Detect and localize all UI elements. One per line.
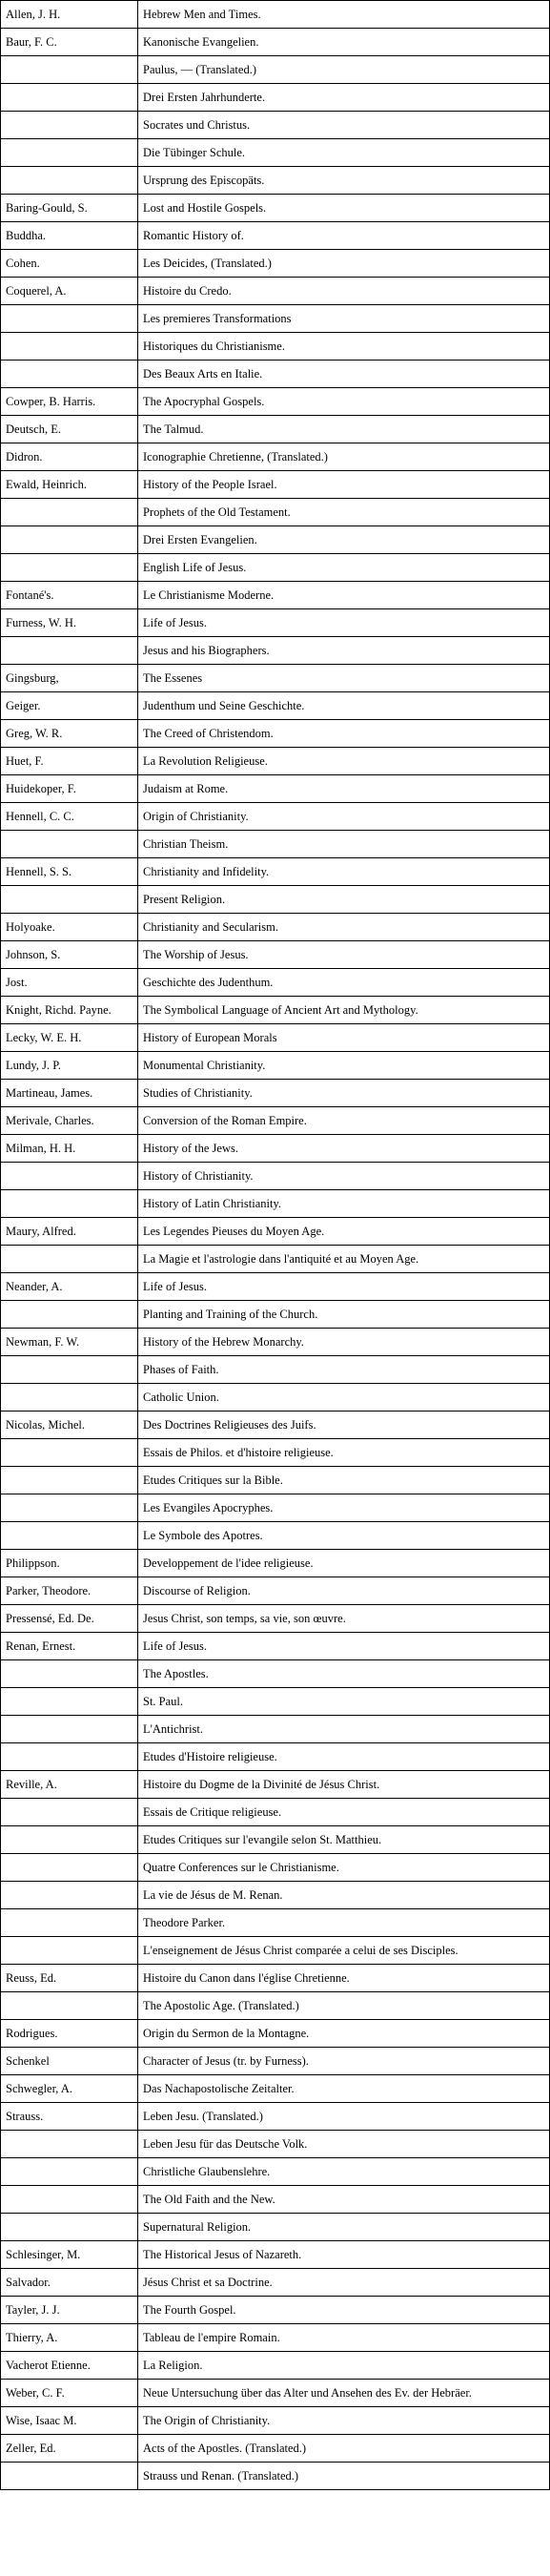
table-row [1,2131,550,2158]
author-cell [1,167,138,195]
table-row [1,2269,550,2297]
author-cell [1,526,138,554]
title-cell: Historiques du Christianisme. [138,333,550,361]
table-row [1,1688,550,1716]
title-cell: Essais de Critique religieuse. [138,1799,550,1826]
author-cell [1,1494,138,1522]
author-cell: Johnson, S. [1,941,138,969]
author-cell [1,886,138,914]
table-row [1,1052,550,1080]
title-cell: Jesus Christ, son temps, sa vie, son œuvre. [138,1605,550,1633]
table-row [1,2463,550,2490]
table-row [1,1301,550,1329]
table-row [1,1412,550,1439]
author-cell [1,1716,138,1743]
author-cell: Buddha. [1,222,138,250]
title-cell: Geschichte des Judenthum. [138,969,550,997]
table-row [1,112,550,139]
table-row [1,1992,550,2020]
title-cell: Histoire du Canon dans l'église Chretienne. [138,1965,550,1992]
title-cell: The Creed of Christendom. [138,720,550,748]
title-cell: Jésus Christ et sa Doctrine. [138,2269,550,2297]
author-cell [1,1467,138,1494]
title-cell: La Religion. [138,2352,550,2380]
author-cell: Hennell, S. S. [1,858,138,886]
title-cell: Quatre Conferences sur le Christianisme. [138,1854,550,1882]
table-row [1,1522,550,1550]
table-row [1,29,550,56]
title-cell: Discourse of Religion. [138,1577,550,1605]
title-cell: The Apocryphal Gospels. [138,388,550,416]
title-cell: Das Nachapostolische Zeitalter. [138,2075,550,2103]
author-cell: Gingsburg, [1,665,138,692]
author-cell [1,1882,138,1909]
title-cell: Histoire du Dogme de la Divinité de Jésus Christ. [138,1771,550,1799]
title-cell: Studies of Christianity. [138,1080,550,1107]
author-cell: Knight, Richd. Payne. [1,997,138,1024]
table-row [1,692,550,720]
author-cell: Weber, C. F. [1,2380,138,2407]
table-row [1,2048,550,2075]
title-cell: Character of Jesus (tr. by Furness). [138,2048,550,2075]
table-row [1,526,550,554]
author-cell: Lundy, J. P. [1,1052,138,1080]
author-cell: Thierry, A. [1,2324,138,2352]
title-cell: The Symbolical Language of Ancient Art and Mythology. [138,997,550,1024]
table-row [1,803,550,831]
table-row [1,1329,550,1356]
author-cell: Baur, F. C. [1,29,138,56]
title-cell: Christianity and Infidelity. [138,858,550,886]
title-cell: Present Religion. [138,886,550,914]
title-cell: The Old Faith and the New. [138,2186,550,2214]
author-cell [1,1660,138,1688]
author-cell: Geiger. [1,692,138,720]
table-row [1,195,550,222]
author-cell [1,1301,138,1329]
title-cell: Etudes Critiques sur l'evangile selon St. Matthieu. [138,1826,550,1854]
author-cell [1,112,138,139]
table-row [1,1743,550,1771]
table-row [1,1467,550,1494]
table-row [1,1716,550,1743]
table-row [1,250,550,278]
title-cell: Les Legendes Pieuses du Moyen Age. [138,1218,550,1246]
title-cell: History of the Jews. [138,1135,550,1163]
table-row [1,2435,550,2463]
author-cell [1,305,138,333]
table-row [1,1771,550,1799]
table-row [1,831,550,858]
title-cell: History of Latin Christianity. [138,1190,550,1218]
table-row [1,305,550,333]
table-row [1,1909,550,1937]
table-row [1,1273,550,1301]
title-cell: Developpement de l'idee religieuse. [138,1550,550,1577]
table-row [1,969,550,997]
table-row [1,333,550,361]
table-row [1,1660,550,1688]
table-row [1,665,550,692]
author-cell [1,1909,138,1937]
title-cell: Life of Jesus. [138,1273,550,1301]
title-cell: Drei Ersten Evangelien. [138,526,550,554]
table-row [1,2324,550,2352]
title-cell: Leben Jesu für das Deutsche Volk. [138,2131,550,2158]
table-row [1,499,550,526]
author-cell: Schlesinger, M. [1,2241,138,2269]
table-row [1,720,550,748]
title-cell: Des Beaux Arts en Italie. [138,361,550,388]
table-row [1,2297,550,2324]
table-row [1,2020,550,2048]
author-cell: Didron. [1,443,138,471]
table-row [1,1965,550,1992]
author-cell [1,1522,138,1550]
title-cell: Monumental Christianity. [138,1052,550,1080]
author-cell [1,84,138,112]
title-cell: Les premieres Transformations [138,305,550,333]
table-row [1,361,550,388]
author-cell [1,2186,138,2214]
author-cell [1,333,138,361]
title-cell: History of European Morals [138,1024,550,1052]
table-row [1,1190,550,1218]
table-row [1,914,550,941]
author-cell: Tayler, J. J. [1,2297,138,2324]
table-row [1,1024,550,1052]
author-cell [1,1799,138,1826]
table-row [1,1356,550,1384]
table-row [1,1163,550,1190]
author-cell: Philippson. [1,1550,138,1577]
author-cell: Fontané's. [1,582,138,609]
author-cell [1,1163,138,1190]
title-cell: Life of Jesus. [138,1633,550,1660]
author-cell [1,1743,138,1771]
author-cell: Reville, A. [1,1771,138,1799]
author-cell: Baring-Gould, S. [1,195,138,222]
table-row [1,2380,550,2407]
title-cell: Origin du Sermon de la Montagne. [138,2020,550,2048]
title-cell: Planting and Training of the Church. [138,1301,550,1329]
author-cell: Schenkel [1,2048,138,2075]
title-cell: La vie de Jésus de M. Renan. [138,1882,550,1909]
table-row [1,1633,550,1660]
title-cell: Tableau de l'empire Romain. [138,2324,550,2352]
author-cell: Zeller, Ed. [1,2435,138,2463]
title-cell: Supernatural Religion. [138,2214,550,2241]
author-cell: Furness, W. H. [1,609,138,637]
title-cell: Conversion of the Roman Empire. [138,1107,550,1135]
title-cell: The Apostolic Age. (Translated.) [138,1992,550,2020]
author-cell: Wise, Isaac M. [1,2407,138,2435]
author-cell: Newman, F. W. [1,1329,138,1356]
author-cell: Reuss, Ed. [1,1965,138,1992]
table-row [1,2214,550,2241]
author-cell [1,2214,138,2241]
author-cell: Cohen. [1,250,138,278]
table-row [1,1882,550,1909]
author-cell: Salvador. [1,2269,138,2297]
author-cell: Cowper, B. Harris. [1,388,138,416]
author-cell [1,1356,138,1384]
table-row [1,1246,550,1273]
table-row [1,1,550,29]
table-row [1,167,550,195]
title-cell: La Magie et l'astrologie dans l'antiquité et au Moyen Age. [138,1246,550,1273]
table-row [1,1107,550,1135]
table-row [1,2186,550,2214]
table-row [1,416,550,443]
table-row [1,443,550,471]
table-row [1,941,550,969]
author-cell [1,637,138,665]
table-row [1,997,550,1024]
table-row [1,56,550,84]
author-cell [1,1688,138,1716]
title-cell: Drei Ersten Jahrhunderte. [138,84,550,112]
table-row [1,1494,550,1522]
author-cell: Nicolas, Michel. [1,1412,138,1439]
title-cell: The Talmud. [138,416,550,443]
author-cell [1,831,138,858]
author-cell [1,1937,138,1965]
title-cell: Le Christianisme Moderne. [138,582,550,609]
title-cell: History of the People Israel. [138,471,550,499]
table-row [1,222,550,250]
author-cell: Huet, F. [1,748,138,775]
author-cell [1,1190,138,1218]
title-cell: Lost and Hostile Gospels. [138,195,550,222]
author-cell [1,554,138,582]
author-cell [1,1384,138,1412]
title-cell: Life of Jesus. [138,609,550,637]
title-cell: Phases of Faith. [138,1356,550,1384]
table-row [1,2352,550,2380]
author-cell: Allen, J. H. [1,1,138,29]
table-row [1,1135,550,1163]
author-cell: Holyoake. [1,914,138,941]
table-row [1,1384,550,1412]
title-cell: Socrates und Christus. [138,112,550,139]
title-cell: Neue Untersuchung über das Alter und Ansehen des Ev. der Hebräer. [138,2380,550,2407]
author-cell [1,1439,138,1467]
table-row [1,637,550,665]
author-cell: Neander, A. [1,1273,138,1301]
title-cell: Strauss und Renan. (Translated.) [138,2463,550,2490]
table-row [1,1854,550,1882]
title-cell: Etudes Critiques sur la Bible. [138,1467,550,1494]
title-cell: Essais de Philos. et d'histoire religieuse. [138,1439,550,1467]
title-cell: Die Tübinger Schule. [138,139,550,167]
title-cell: Prophets of the Old Testament. [138,499,550,526]
title-cell: St. Paul. [138,1688,550,1716]
title-cell: History of the Hebrew Monarchy. [138,1329,550,1356]
title-cell: La Revolution Religieuse. [138,748,550,775]
author-cell [1,361,138,388]
author-cell: Merivale, Charles. [1,1107,138,1135]
author-cell: Pressensé, Ed. De. [1,1605,138,1633]
table-row [1,609,550,637]
author-cell [1,1246,138,1273]
title-cell: The Origin of Christianity. [138,2407,550,2435]
author-cell: Lecky, W. E. H. [1,1024,138,1052]
title-cell: Kanonische Evangelien. [138,29,550,56]
title-cell: Romantic History of. [138,222,550,250]
author-cell [1,2463,138,2490]
author-cell [1,1854,138,1882]
table-row [1,1218,550,1246]
title-cell: Theodore Parker. [138,1909,550,1937]
author-cell: Parker, Theodore. [1,1577,138,1605]
author-cell [1,56,138,84]
author-cell: Coquerel, A. [1,278,138,305]
author-cell [1,1826,138,1854]
author-cell [1,1992,138,2020]
title-cell: Catholic Union. [138,1384,550,1412]
title-cell: Des Doctrines Religieuses des Juifs. [138,1412,550,1439]
author-cell: Deutsch, E. [1,416,138,443]
title-cell: Origin of Christianity. [138,803,550,831]
table-row [1,775,550,803]
table-row [1,1937,550,1965]
title-cell: Paulus, — (Translated.) [138,56,550,84]
table-row [1,886,550,914]
table-row [1,139,550,167]
title-cell: Les Deicides, (Translated.) [138,250,550,278]
author-cell: Huidekoper, F. [1,775,138,803]
author-cell: Martineau, James. [1,1080,138,1107]
author-cell: Renan, Ernest. [1,1633,138,1660]
title-cell: Les Evangiles Apocryphes. [138,1494,550,1522]
title-cell: Ursprung des Episcopäts. [138,167,550,195]
table-row [1,1439,550,1467]
title-cell: The Worship of Jesus. [138,941,550,969]
author-cell [1,139,138,167]
table-row [1,748,550,775]
title-cell: Histoire du Credo. [138,278,550,305]
table-row [1,1799,550,1826]
title-cell: L'enseignement de Jésus Christ comparée a celui de ses Disciples. [138,1937,550,1965]
table-row [1,1550,550,1577]
author-cell [1,2158,138,2186]
title-cell: Judaism at Rome. [138,775,550,803]
table-row [1,2075,550,2103]
title-cell: Le Symbole des Apotres. [138,1522,550,1550]
table-row [1,1605,550,1633]
table-row [1,2407,550,2435]
author-cell: Hennell, C. C. [1,803,138,831]
author-cell [1,2131,138,2158]
title-cell: Christliche Glaubenslehre. [138,2158,550,2186]
title-cell: Hebrew Men and Times. [138,1,550,29]
table-row [1,2241,550,2269]
author-cell: Vacherot Etienne. [1,2352,138,2380]
table-row [1,2158,550,2186]
title-cell: Jesus and his Biographers. [138,637,550,665]
table-row [1,1826,550,1854]
title-cell: The Fourth Gospel. [138,2297,550,2324]
table-row [1,554,550,582]
table-row [1,278,550,305]
author-cell: Greg, W. R. [1,720,138,748]
title-cell: Acts of the Apostles. (Translated.) [138,2435,550,2463]
title-cell: Christian Theism. [138,831,550,858]
title-cell: Leben Jesu. (Translated.) [138,2103,550,2131]
author-cell [1,499,138,526]
title-cell: The Essenes [138,665,550,692]
table-row [1,84,550,112]
title-cell: History of Christianity. [138,1163,550,1190]
table-row [1,388,550,416]
table-row [1,582,550,609]
title-cell: Christianity and Secularism. [138,914,550,941]
title-cell: L'Antichrist. [138,1716,550,1743]
author-cell: Rodrigues. [1,2020,138,2048]
title-cell: The Historical Jesus of Nazareth. [138,2241,550,2269]
author-cell: Jost. [1,969,138,997]
table-row [1,471,550,499]
author-cell: Schwegler, A. [1,2075,138,2103]
title-cell: English Life of Jesus. [138,554,550,582]
title-cell: Etudes d'Histoire religieuse. [138,1743,550,1771]
title-cell: Iconographie Chretienne, (Translated.) [138,443,550,471]
bibliography-rows [1,1,550,2490]
table-row [1,858,550,886]
author-cell: Maury, Alfred. [1,1218,138,1246]
title-cell: Judenthum und Seine Geschichte. [138,692,550,720]
author-cell: Ewald, Heinrich. [1,471,138,499]
table-row [1,2103,550,2131]
table-row [1,1577,550,1605]
author-cell: Milman, H. H. [1,1135,138,1163]
table-row [1,1080,550,1107]
title-cell: The Apostles. [138,1660,550,1688]
author-cell: Strauss. [1,2103,138,2131]
